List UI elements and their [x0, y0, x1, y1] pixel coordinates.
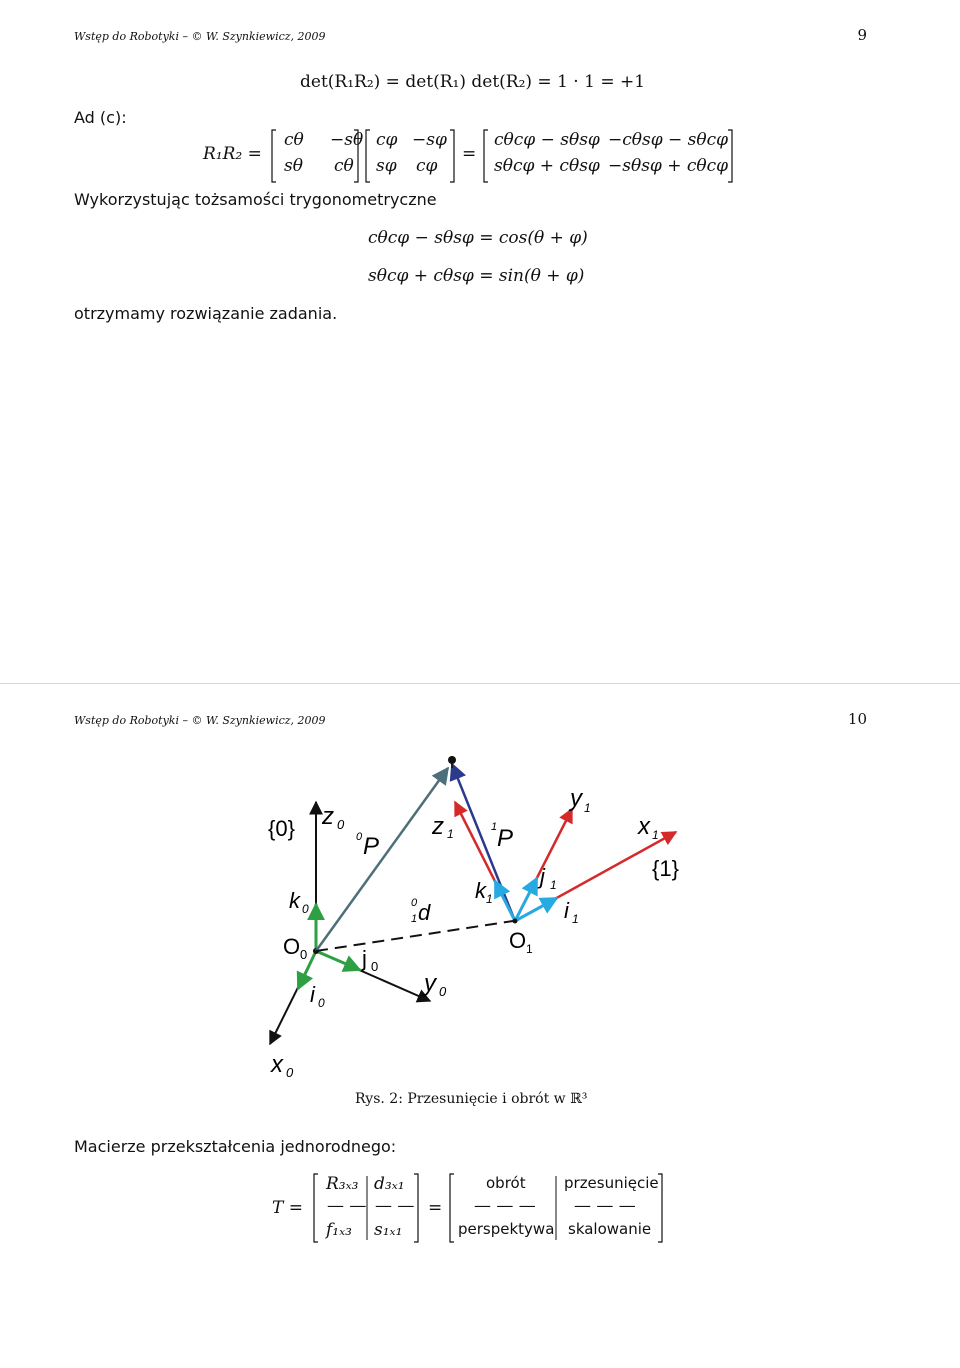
matrix-b-r1c2: −sφ: [412, 130, 447, 150]
running-header: Wstęp do Robotyki – © W. Szynkiewicz, 2009: [74, 30, 326, 43]
i1-label: i: [564, 898, 569, 923]
j0-sub: 0: [371, 959, 379, 974]
result-r1c1: cθcφ − sθsφ: [494, 130, 600, 150]
t-dash-right: — —: [375, 1196, 415, 1216]
matrix-b-r1c1: cφ: [376, 130, 398, 150]
t-block-s: s₁ₓ₁: [374, 1220, 403, 1240]
k1-vector: [495, 881, 515, 921]
x1-sub: 1: [652, 828, 659, 842]
det-equation: det(R₁R₂) = det(R₁) det(R₂) = 1 · 1 = +1: [300, 72, 646, 92]
meaning-translation: przesunięcie: [564, 1174, 659, 1192]
page-number: 9: [857, 26, 867, 44]
x0-sub: 0: [286, 1065, 294, 1080]
matrices-intro: Macierze przekształcenia jednorodnego:: [74, 1137, 397, 1156]
identities-intro: Wykorzystując tożsamości trygonometryczne: [74, 190, 437, 209]
matrix-a-r1c2: −sθ: [330, 130, 364, 150]
d-sup: 0: [411, 897, 418, 909]
matrix-a-r2c2: cθ: [334, 156, 354, 176]
meaning-dash-right: — — —: [574, 1196, 636, 1216]
t-equals: =: [428, 1198, 443, 1218]
j0-vector: [316, 951, 360, 970]
k1-label: k: [475, 878, 486, 903]
matrix-a-r1c1: cθ: [284, 130, 304, 150]
p0-sup: 0: [356, 831, 363, 843]
ad-label: Ad (c):: [74, 108, 127, 127]
t-block-f: f₁ₓ₃: [326, 1220, 352, 1240]
page-9: [0, 0, 960, 683]
matrix-b-r2c2: cφ: [416, 156, 438, 176]
d-label: d: [418, 900, 431, 925]
equals-sign: =: [462, 144, 477, 164]
product-lhs: R₁R₂ =: [203, 144, 262, 164]
o0-label: O: [283, 934, 301, 959]
t-block-d: d₃ₓ₁: [374, 1174, 405, 1194]
conclusion-text: otrzymamy rozwiązanie zadania.: [74, 304, 338, 323]
frames-figure: [0, 684, 960, 1124]
i1-sub: 1: [572, 912, 579, 926]
p1-sup: 1: [491, 821, 498, 833]
t-lhs: T =: [272, 1198, 303, 1218]
o1-label: O: [509, 928, 527, 953]
origin-1-dot: [513, 919, 518, 924]
matrix-a-r2c1: sθ: [284, 156, 303, 176]
meaning-perspective: perspektywa: [458, 1220, 555, 1238]
t-dash-left: — —: [327, 1196, 367, 1216]
running-header: Wstęp do Robotyki – © W. Szynkiewicz, 2009: [74, 714, 326, 727]
p0-label: P: [363, 833, 380, 860]
k0-label: k: [289, 888, 300, 913]
k1-sub: 1: [486, 892, 493, 906]
result-r2c1: sθcφ + cθsφ: [494, 156, 600, 176]
result-r1c2: −cθsφ − sθcφ: [608, 130, 729, 150]
z0-label: z: [322, 803, 334, 830]
t-block-r: R₃ₓ₃: [326, 1174, 359, 1194]
z1-sub: 1: [447, 827, 454, 841]
x1-label: x: [638, 813, 650, 840]
z1-label: z: [432, 813, 444, 840]
y0-sub: 0: [439, 984, 447, 999]
meaning-scaling: skalowanie: [568, 1220, 652, 1238]
i0-label: i: [310, 982, 315, 1007]
d-sub: 1: [411, 913, 418, 925]
k0-sub: 0: [302, 902, 309, 916]
j1-sub: 1: [550, 878, 557, 892]
page-10: [0, 683, 960, 1368]
meaning-rotation: obrót: [486, 1174, 526, 1192]
y0-label: y: [424, 970, 436, 997]
o0-sub: 0: [300, 947, 308, 962]
o1-sub: 1: [526, 942, 533, 956]
p1-label: P: [497, 825, 514, 852]
identity-sin: sθcφ + cθsφ = sin(θ + φ): [368, 266, 585, 286]
j1-label: j: [540, 864, 545, 889]
j0-label: j: [362, 946, 367, 971]
y1-label: y: [570, 785, 582, 812]
z0-sub: 0: [337, 817, 345, 832]
y1-sub: 1: [584, 801, 591, 815]
x0-label: x: [271, 1051, 283, 1078]
page-number: 10: [847, 710, 867, 728]
displacement-d: [316, 921, 513, 951]
matrix-b-r2c1: sφ: [376, 156, 397, 176]
meaning-dash-left: — — —: [474, 1196, 536, 1216]
result-r2c2: −sθsφ + cθcφ: [608, 156, 729, 176]
i0-sub: 0: [318, 996, 325, 1010]
figure-caption: Rys. 2: Przesunięcie i obrót w ℝ³: [355, 1091, 588, 1107]
identity-cos: cθcφ − sθsφ = cos(θ + φ): [368, 228, 588, 248]
frame0-label: {0}: [268, 816, 295, 841]
frame1-label: {1}: [652, 856, 679, 881]
